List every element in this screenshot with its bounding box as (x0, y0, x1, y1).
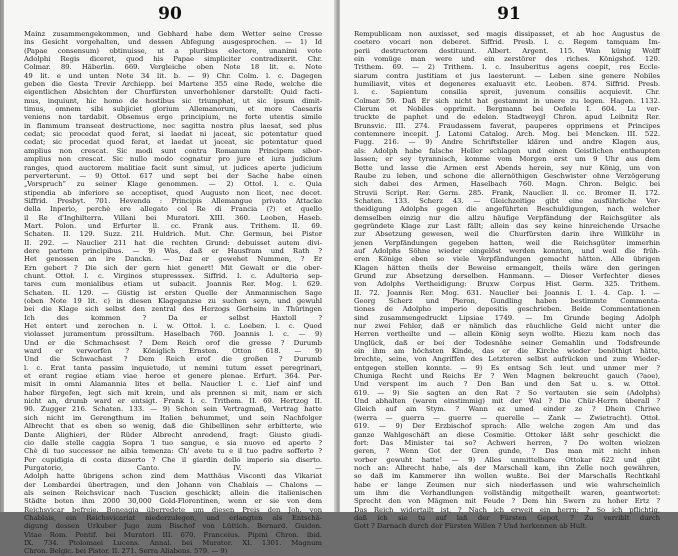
text-line: eren Könige eben so viele Verpfändungen gemacht hätten. Alle übrigen (354, 255, 660, 264)
text-line: Fugg. 216. — 9) Andre Schriftsteller klären und andre Klagen aus, (354, 138, 660, 147)
text-line: noch an: Albrecht habe, als der Marschall kam, ihn Zelle noch gewähren, (354, 463, 660, 472)
text-line: Und er die Schmachsest ? Dem Reich orof die gresse ? Durumb (24, 338, 322, 347)
text-line: „Vorspruch” zu seiner Klage genommen. — 2) Ottoł. l. c. Quia (24, 180, 322, 189)
text-line: so daß im Kammerer ihn wollen wußte. Bei der Marschalls Rechtkahl (354, 472, 660, 481)
text-line: Herren vertheilte und — allein König seyn wollte. Hiezu kam noch das (354, 330, 660, 339)
text-line: sind zusammengedruckt Lipsiae 1749. — Im Grunde beging Adolph (354, 313, 660, 322)
text-line: perverterunt. — 9) Ottoł. 617 und sept bei der Sache habe einen (24, 171, 322, 180)
text-line: demselben einzig nur die allzu häufige Verpfändung der Reichsgüter als (354, 213, 660, 222)
left-page (4, 0, 336, 556)
text-line: sich nicht im Gerengthum im Italien behummet, und sein Nachfolger (24, 413, 322, 422)
text-line: daß ich sie tu auf laß der Fürsten Gepot, ? Zu verriblt durch (354, 513, 660, 522)
text-line: l. c. Erat tanta passim inquietudo, ut nemini tutum esset peregrinari, (24, 363, 322, 372)
text-line: Das Reich widertailt ist, ? Nach ich erweit ein herrn; ? So ich pflichtig, (354, 505, 660, 514)
text-line: Gott ? Darnach durch der Fürsten Willen ? Und herkennen ab Hult. (354, 522, 588, 531)
text-line: Klagen hätten theils der Beweise ermangelt, theils wäre den geringen (354, 263, 660, 272)
text-line: fort: Das Minister tai so? Achweri herren, ? Do wolten wiolzen (354, 438, 660, 447)
text-line: Raube zu leben, und schone die allernöthigen Geschwister ohne Verzögerung (354, 171, 660, 180)
text-line: Ich des kommen ? Da er selbst Haxtoll ? (24, 313, 322, 322)
text-line: et erant regiae etiam viae heroe et genere plenae. Erfurt. 364. Per- (24, 372, 322, 381)
text-line: der Lombardei übertragen, und den Johann von Chablais — Chalons — (24, 480, 322, 489)
text-line: humiliavit, vites et degeneres exaluavit etc. Leoben. 874. Siffrid. Presb. (354, 80, 660, 89)
text-line: (Papae consensum) obtinuisse, ut a pluribus electore, unanimi vote (24, 46, 322, 55)
text-line: Und die Schwachast ? Dem Reich erof die großen ? Durumb (24, 355, 322, 364)
text-line: lassen; er sey tyrannisch, komme vom Morgen erst um 9 Uhr aus dem (354, 155, 660, 164)
text-line: truckte de paphet und de edelen. Stadtweygl Chron. apud Leibnitz Rer. (354, 113, 660, 122)
text-line: tares cum monialibus etiam ut subacit. Joannis Rer. Mog. l. 629. (24, 280, 322, 289)
text-line: Vitae Rom. Pontif. bei Muratori III. 670. Franceius. Pipini Chron. ibid. (24, 530, 322, 539)
text-line: vorber gewuht hatte! — 9) Alles unmittelbare Ottokar 622 und gibt (354, 455, 660, 464)
text-line: um ihm die Verhandlungen vollständig mitgetheilt waren, geantwortet: (354, 488, 660, 497)
text-line: brechte, seine, von Angriffen des Letzteren selbst aufrücken und zum Wieder- (354, 355, 660, 364)
text-line: Albrecht that es eben so wenig, daß die Ghibellinen sehr erbitterte, wie (24, 422, 322, 431)
text-line: Chablais, ein Reichsvicariat niederzulegen, und erlangten als Entschä- (24, 513, 322, 522)
text-line: Ern gebert ? Die sich der gern hiet genert! Mit Gewalt er die ober- (24, 263, 322, 272)
text-line: cedat; sic procedat quod ferat, et laedat ut jaceat, sic potentatur quod (24, 138, 322, 147)
text-line: Chuniga Recht und Reichs Er ? Wen Magnen bekreucht gauch (?aoe), (354, 372, 660, 381)
left-page-footnotes (24, 30, 322, 556)
text-line: Städte boten ihm 2000 30,000 Gold-Florentinen, wenn er sie von dem (24, 497, 322, 506)
right-page (340, 0, 678, 531)
text-line: sich dabei des Armen, Haselbach 760. Magn. Chron. Belgic. bei (354, 180, 660, 189)
text-line: als: Adolph habe falsche Heller schlagen und einen Geistlichen enthaupten (354, 146, 660, 155)
text-line: dere partem principibus. — 9) Was, daß er Hausfram und Rath ? (24, 246, 322, 255)
text-line: (oben Note 19 lit. c) in diesen Klageganzse zu suchen seyn, und gewuhl (24, 297, 322, 305)
text-line: l. c. Sapientum consilia spreit, juvenum consiliis acquievit. Chr. (354, 88, 660, 97)
text-line: stipendia ab inferiore se acceptiset, quod Augusto non licet, nec decet. (24, 188, 322, 197)
text-line: Adolphi Regis diceret, quod his Papae simpliciter contradixerit. Chr. (24, 55, 322, 64)
text-line: cio dalle stelle caggia Sopra 'l tuo sangue, e sia nuovo ed aperto ? (24, 438, 322, 447)
text-line: Schaten. II. 129. — Güstig ist ersten Quelle der Anmannischen Sage (24, 288, 322, 297)
text-line: habe er lange Zeumen nur sich niederlassen und wie wahrscheinlich (354, 480, 660, 489)
text-line: Und verspent im auch ? Den Ban und den Sat u. s. w. Ottoł. (354, 380, 660, 389)
text-line: Brunsvic. III. 274. Fraudassem faverat, pauperes opprimens et Principes (354, 121, 660, 130)
text-line: il Re d'Inghilterra. Villani bei Muratori. XIII. 360. Leoben, Haseb. (24, 213, 322, 222)
text-line: contemnere incepit. J. Latomi Catalog. Arch. Mog. bei Mencken. III. 522. (354, 130, 660, 139)
text-line: 90. Zugger 216. Schaten. 133. — 9) Schon sein Vertragmaß, Vertrag hatte (24, 405, 322, 414)
text-line: chunt. Ottoł. l. c. Virginos stupresssex. Siffrid. l. c. Adulteria sep- (24, 271, 322, 280)
text-line: Bette und lasse die Armen erst Abends herein, sey nur König, um von (354, 163, 660, 172)
right-page-number: 91 (497, 4, 521, 24)
text-line: geben die Gesta Trevir Archiepp. bei Martene 355 eine Rede, welche die (24, 80, 322, 89)
text-line: amplius non crescat. Sic nullo modo cognatur pro jure et iura judicium (24, 155, 322, 164)
text-line: Unglück, daß er bei der Todesnähe seiner Gemahlin und Todsfreunde (354, 338, 660, 347)
text-line: geren, ? Wenn Got der Gren gunde, ? Das man mit nicht inhen (354, 447, 660, 456)
text-line: 619. — 9) Der Erzbischof sprach: Alle welche zogen Am und das (354, 422, 660, 431)
text-line: Het entert und zerochen n. i. w. Ottoł. l. c. Loeben. l. c. Quod (24, 322, 322, 331)
text-line: IX. 734. Ptolomaei Lucens. Annal. bei Murator. XI. 1301. Magnum (24, 538, 322, 547)
text-line: Schaten. II. 129. Suzz. 21l. Huldrich. Mut. Chr. Germun, bei Pistor (24, 230, 322, 239)
text-line: ein ihm am höchsten Kinde, das er die Kirche wieder benöthigt hätte, (354, 347, 660, 356)
text-line: Rempublicam non auxisset, sed magis dissipasset, et ab hoc Augustus de (354, 30, 660, 38)
text-line: Adolph hatte übrigens schon zind dem Matthäus Visconti das Vikariat (24, 472, 322, 481)
text-line: (werra — guerra — guerre — querelle — Zank — Zwietracht). Ottoł. (354, 413, 660, 422)
text-line: digung dessen Urkuber Jugo zum Bischof von Lüttich. Bernard. Guidon. (24, 522, 322, 531)
text-line: 619. — 9) Sie sagten an den Rat ? So vertauten sie sein (Adolphs) (354, 388, 660, 397)
left-page-number: 90 (158, 4, 182, 24)
text-line: Clerum et Nobiles opprimit. Bergmann bei Oefele I. 604. Lu ver- (354, 105, 660, 114)
text-line: zur Absetzung gewesen, weil die Churfürsten darin ihre Willkühr in (354, 230, 660, 239)
text-line: timus, omnem sibi subjiciet glorium Allemanorum, et more Caesaris (24, 105, 322, 114)
text-line: als seinen Reichsvicar nach Tuscien geschickt; allein die italienischen (24, 488, 322, 497)
text-line: Chè di tuo successor ne aibia temenza: Ch' avete tu e il tuo padre sofferto ? (24, 447, 322, 456)
text-line: Reichsvicar befreie. Boneagia überredete um diesen Preis den Joh. von (24, 505, 322, 514)
text-line: entgegen stellen konnte. — 9) Es entsag Sch leut und unmer mer ? (354, 363, 660, 372)
text-line: Trithem. 69. — 2) Trithem. l. c. Insuberitus agens coepit, res Eccle- (354, 63, 660, 72)
text-line: Siffrid. Presbyt. 701. Hevenda : Principis Allemangue privato Attacke (24, 196, 322, 205)
text-line: Purgatorio, Canto. IV. — (24, 463, 322, 472)
text-line: veniens non tardabit. Obsemus ergo principium, ne forte utentis simile (24, 113, 322, 122)
text-line: gegründete Klage zur Last fällt; allein das sey keine hinreichende Ursache (354, 221, 660, 230)
text-line: siarum contra justitiam et jus laesterunt. — Leben sine genere Nobiles (354, 71, 660, 80)
text-line: tiones de Adolpho imperio depositis geschrieben. Beide Commentationen (354, 305, 660, 314)
text-line: amplius non crescat. Sic modi sunt contra Romanum Principem sibor- (24, 146, 322, 155)
text-line: Het genossen an ire Danckn. — Daz er gewehet Nummen, ? Er (24, 255, 322, 264)
text-line: coetero vocari non deberet. Siffrid. Presb. l. c. Regem tamquam Im- (354, 38, 660, 47)
text-line: Und abhalten (waren einstimmig) mit der Wal ? Die Chür-Herrn überall ? (354, 397, 660, 406)
text-line: ward er verworfen ? Königlich Ernsten. Otton 618. — 9) (24, 347, 322, 356)
text-line: ins Gesicht vorgehalten, und dessen Abfegung ausgesprochen. — 1) Id (24, 38, 322, 47)
text-line: perii destructorem destituunt. Albert. Argent. 115. Wan künig Wolff (354, 46, 660, 55)
text-line: violasset juramentum prossiltum. Haselbach 760. Joannis l. c. — 9) (24, 330, 322, 339)
text-line: nur zwei Fehler, daß er nämlich das räuchliche Geld nicht unter die (354, 322, 660, 331)
text-line: Schaten. 133. Scherz 43. — Gleichzeitige gibt eine ausführliche Ver- (354, 196, 660, 205)
text-line: Struvii Script. Rer. Germ. 285. Frank, Nauclier. ll. cc. Bromer II. 172. (354, 188, 660, 197)
text-line: haber fürgefen, legt sich mit krein, und als prennen si mit, nam er sich (24, 388, 322, 397)
text-line: Colmar. 89. Häberlin. 669. Vergleiche oben Note 18 lit. e. Note (24, 63, 322, 72)
text-line: cedat; sic procedat quod ferat, si laedat ni jaceat, sic potentatur quod (24, 130, 322, 139)
text-line: ganze Wahlgeschäft an diese Cosmitie. Ottoker läßt sehr geschickt die (354, 430, 660, 439)
text-line: in flammum transeat destructione, nec sagitta nostra plus laesat, sed plus (24, 121, 322, 130)
text-line: von Adolphs Vertheidigung: Bruxw Corpus Hist. Germ. 325. Trithem. (354, 280, 660, 289)
text-line: Gleich auf ain Stym. ? Wann ez umed einder ze ? Dhein Chriwe (354, 405, 660, 414)
text-line: mus, inquiunt, hic homo de hostibus sic triumphat, ut sic ipsum dimit- (24, 96, 322, 105)
text-line: ein vomüge man were und ein zerstörer des riches. Königshof. 120. (354, 55, 660, 64)
right-page-footnotes (354, 30, 660, 531)
text-line: jenen Verpfändungen gegeben hatten, weil die Reichsgüter immerhin (354, 238, 660, 247)
text-line: theidigung Adolphs gegen die angeführten Beschuldigungen, nach welcher (354, 205, 660, 214)
text-line: Sprecht den von Mägmen mit Feude ? Dem hin Swern zu hoher Ertz ? (354, 497, 660, 506)
text-line: Georg Scherz und Pieron, Gundling haben bestimmte Commenta- (354, 297, 660, 305)
text-line: Colmar. 59. Daß Er sich nicht hat gestammt in unere zu legen. Hagen. 1132. (354, 96, 660, 105)
text-line: Mainz zusammengekommen, und Gebhard habe dem Wetter seine Cresse (24, 30, 322, 38)
text-line: nicht an, drumb ward er entsigt. Frank l. c. Trithem. II. 69. Hertzog II. (24, 397, 322, 406)
text-line: II. 72. Joannis Rer. Mog. 631. Nauclier bei Joannis I. 1. 4. Cap. I. — (354, 288, 660, 297)
text-line: bei die Klage sich selbst den zentral des Herzogs Gerheim in Thüringen (24, 305, 322, 314)
text-line: II. 292. — Nauclier 211 hat die rechten Grund: debuisset autem divi- (24, 238, 322, 247)
text-line: ranges, quod auctorem malitiae facit sunt simul, ut judices aperte judicium (24, 163, 322, 172)
text-line: Dante Alighieri, der Rüder Albrecht anredend, fragt: Giusto giudi- (24, 430, 322, 439)
text-line: Per cupidigia di costa dizserto ? Che il giardin dello imperio sia diserto. (24, 455, 322, 464)
text-line: 49 lit. e und unten Note 34 lit. b. — 9) Chr. Colm. l. c. Dagegen (24, 71, 322, 80)
text-line: eigentlichen Absichten der Churfürsten unverhohlener darstellt: Quid facti- (24, 88, 322, 97)
text-line: auf Adolphs Söhne wieder eingelöst werden konnten, und weil die früh- (354, 246, 660, 255)
text-line: della Inperio, perchè ere allegato col Re di Francia (?) et quello (24, 205, 322, 214)
text-line: Grund zur Absetzung derselben. Hanmann. — Dieser Verfechter dieses (354, 271, 660, 280)
text-line: misit in omni Alamannia lites et bella. Nauclier l. c. Lief ainf und (24, 380, 322, 389)
text-line: Mart. Polon. und Erfurter ll. cc. Frank aus. Trithem. II. 69. (24, 221, 322, 230)
text-line: Chron. Belgic. bei Pistor. II. 271. Serra Aliabens. 579. — 9) (24, 547, 228, 556)
